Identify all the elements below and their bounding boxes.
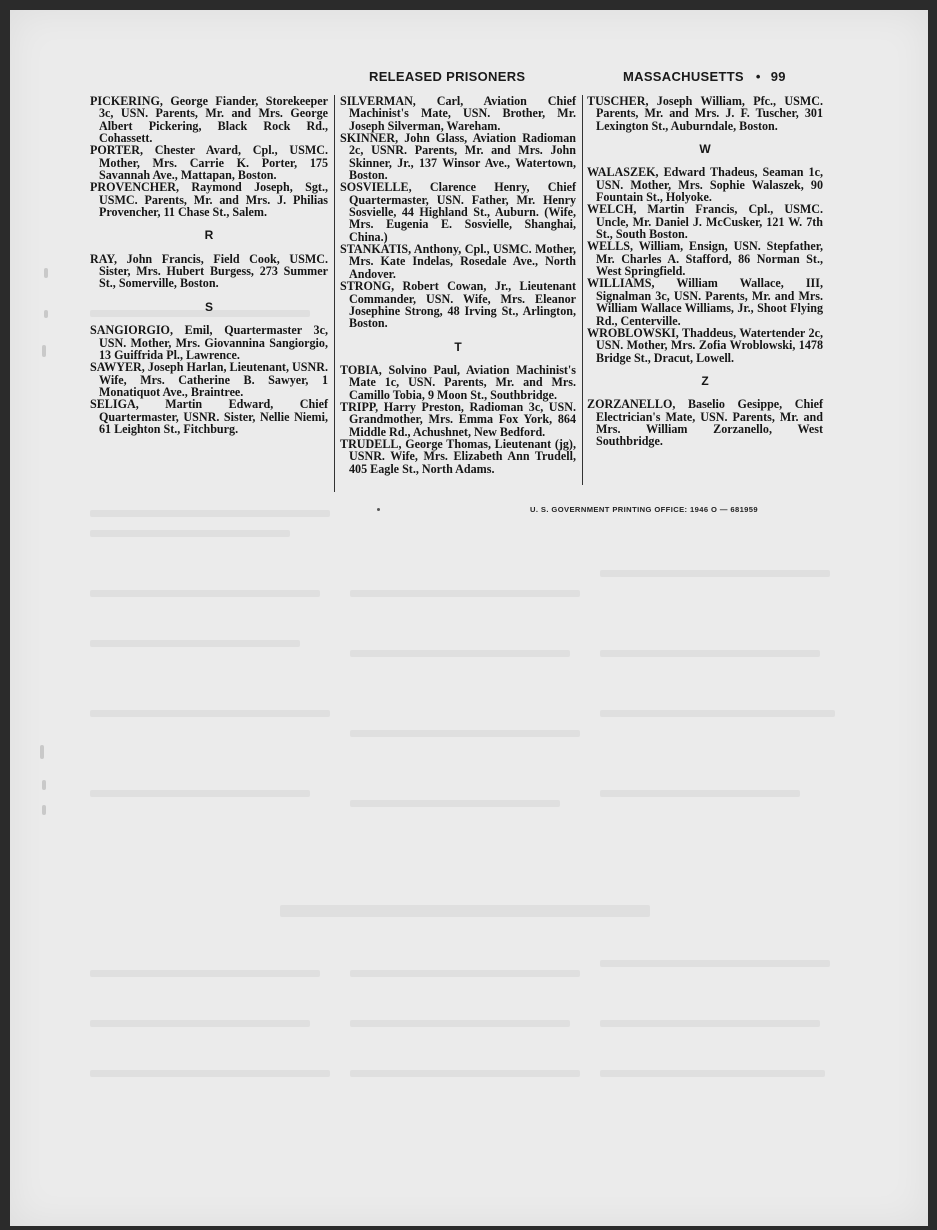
bleed-through-mark — [600, 650, 820, 657]
header-bullet: • — [755, 69, 761, 84]
roster-entry: SANGIORGIO, Emil, Quartermaster 3c, USN. Mother, Mrs. Giovannina Sangiorgio, 13 Guiffrida Pl., Lawrence. — [90, 323, 328, 362]
section-letter: S — [204, 299, 213, 314]
roster-entry: SILVERMAN, Carl, Aviation Chief Machinist's Mate, USN. Brother, Mr. Joseph Silverman, Wareham. — [340, 94, 576, 133]
bleed-through-mark — [350, 1020, 570, 1027]
binding-mark — [42, 345, 46, 357]
roster-entry: SAWYER, Joseph Harlan, Lieutenant, USNR. Wife, Mrs. Catherine B. Sawyer, 1 Monatiquot Ave., Braintree. — [90, 360, 328, 399]
roster-entry: SELIGA, Martin Edward, Chief Quartermaster, USNR. Sister, Nellie Niemi, 61 Leighton St., Fitchburg. — [90, 397, 328, 436]
page-number: 99 — [770, 69, 786, 84]
roster-entry: TRUDELL, George Thomas, Lieutenant (jg), USNR. Wife, Mrs. Elizabeth Ann Trudell, 405 Eagle St., North Adams. — [340, 436, 576, 476]
bleed-through-mark — [90, 640, 300, 647]
bleed-through-mark — [90, 970, 320, 977]
bleed-through-mark — [600, 790, 800, 797]
section-letter: R — [204, 228, 214, 243]
binding-mark — [44, 310, 48, 318]
roster-entry: SKINNER, John Glass, Aviation Radioman 2c, USNR. Parents, Mr. and Mrs. John Skinner, Jr., 137 Winsor Ave., Watertown, Boston. — [340, 131, 576, 183]
roster-entry: PROVENCHER, Raymond Joseph, Sgt., USMC. Parents, Mr. and Mrs. J. Philias Provencher, 11 Chase St., Salem. — [90, 180, 328, 220]
bleed-through-mark — [90, 710, 330, 717]
printer-imprint: U. S. GOVERNMENT PRINTING OFFICE: 1946 O — 681959 — [530, 505, 759, 514]
roster-entry: TUSCHER, Joseph William, Pfc., USMC. Parents, Mr. and Mrs. J. F. Tuscher, 301 Lexington St., Auburndale, Boston. — [587, 94, 823, 133]
bleed-through-mark — [350, 970, 580, 977]
bleed-through-mark — [350, 730, 580, 737]
roster-entry: ZORZANELLO, Baselio Gesippe, Chief Electrician's Mate, USN. Parents, Mr. and Mrs. William Zorzanello, West Southbridge. — [587, 397, 823, 449]
roster-entry: WILLIAMS, William Wallace, III, Signalman 3c, USN. Parents, Mr. and Mrs. William Wallace Williams, Jr., Shoot Flying Rd., Centerville. — [587, 276, 823, 328]
bleed-through-mark — [90, 530, 290, 537]
bleed-through-mark — [350, 590, 580, 597]
column-left — [90, 95, 328, 435]
binding-mark — [44, 268, 48, 278]
roster-entry: RAY, John Francis, Field Cook, USMC. Sister, Mrs. Hubert Burgess, 273 Summer St., Somerville, Boston. — [90, 251, 328, 291]
column-middle — [340, 95, 576, 475]
roster-entry: WELLS, William, Ensign, USN. Stepfather, Mr. Charles A. Stafford, 86 Norman St., West Springfield. — [587, 239, 823, 279]
roster-entry: WELCH, Martin Francis, Cpl., USMC. Uncle, Mr. Daniel J. McCusker, 121 W. 7th St., South Boston. — [587, 202, 823, 242]
roster-entry: WROBLOWSKI, Thaddeus, Watertender 2c, USN. Mother, Mrs. Zofia Wroblowski, 1478 Bridge St., Dracut, Lowell. — [587, 325, 823, 365]
roster-entry: PORTER, Chester Avard, Cpl., USMC. Mother, Mrs. Carrie K. Porter, 175 Savannah Ave., Mattapan, Boston. — [90, 143, 328, 183]
roster-entry: WALASZEK, Edward Thadeus, Seaman 1c, USN. Mother, Mrs. Sophie Walaszek, 90 Fountain St., Holyoke. — [587, 165, 823, 205]
section-letter: W — [699, 142, 711, 157]
roster-entry: SOSVIELLE, Clarence Henry, Chief Quartermaster, USN. Father, Mr. Henry Sosvielle, 44 Highland St., Auburn. (Wife, Mrs. Eugenia E. Sosvielle, Shanghai, China.) — [340, 180, 576, 244]
bleed-through-mark — [600, 570, 830, 577]
column-right — [587, 95, 823, 448]
section-letter: T — [454, 339, 462, 354]
roster-entry: TOBIA, Solvino Paul, Aviation Machinist's Mate 1c, USN. Parents, Mr. and Mrs. Camillo Tobia, 9 Moon St., Southbridge. — [340, 362, 576, 402]
bleed-through-mark — [350, 1070, 580, 1077]
roster-entry: TRIPP, Harry Preston, Radioman 3c, USN. Grandmother, Mrs. Emma Fox York, 864 Middle Rd., Achushnet, New Bedford. — [340, 399, 576, 439]
column-divider — [582, 95, 583, 485]
binding-mark — [42, 805, 46, 815]
state-name: MASSACHUSETTS — [623, 69, 744, 84]
stray-dot — [377, 508, 380, 511]
binding-mark — [42, 780, 46, 790]
running-head-state — [623, 69, 786, 84]
bleed-through-mark — [90, 790, 310, 797]
bleed-through-mark — [90, 510, 330, 517]
bleed-through-mark — [90, 590, 320, 597]
roster-entry: STANKATIS, Anthony, Cpl., USMC. Mother, Mrs. Kate Indelas, Rosedale Ave., North Andover. — [340, 242, 576, 281]
bleed-through-mark — [600, 1070, 825, 1077]
bleed-through-mark — [90, 1070, 330, 1077]
section-letter: Z — [701, 373, 709, 388]
bleed-through-mark — [600, 960, 830, 967]
binding-mark — [40, 745, 44, 759]
bleed-through-mark — [90, 1020, 310, 1027]
bleed-through-mark — [600, 1020, 820, 1027]
bleed-through-mark — [350, 800, 560, 807]
roster-entry: PICKERING, George Fiander, Storekeeper 3c, USN. Parents, Mr. and Mrs. George Albert Pickering, Black Rock Rd., Cohassett. — [90, 94, 328, 146]
roster-entry: STRONG, Robert Cowan, Jr., Lieutenant Commander, USN. Wife, Mrs. Eleanor Josephine Strong, 48 Irving St., Arlington, Boston. — [340, 279, 576, 331]
bleed-through-mark — [280, 905, 650, 917]
bleed-through-mark — [600, 710, 835, 717]
bleed-through-mark — [350, 650, 570, 657]
column-divider — [334, 95, 335, 492]
running-head-section: RELEASED PRISONERS — [369, 69, 526, 84]
